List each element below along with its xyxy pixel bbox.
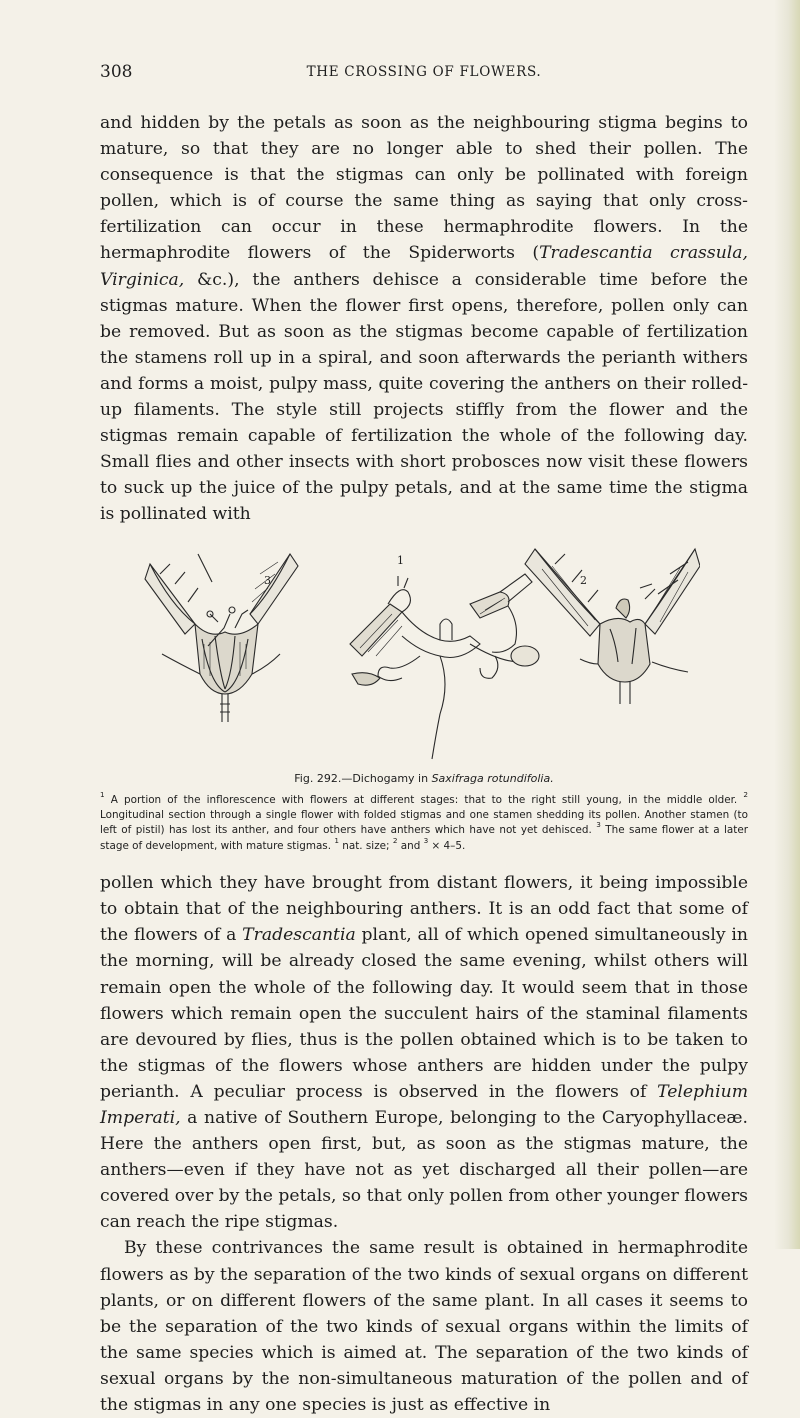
legend-sup-3: 3 [596,820,601,830]
paragraph-1 [100,110,748,528]
figure-label-2: 2 [580,573,587,587]
figure-legend [100,789,748,855]
running-head: THE CROSSING OF FLOWERS. [306,64,542,80]
legend-sup-6: 3 [423,835,429,845]
page-header [100,60,748,88]
legend-text-2: Longitudinal section through a single flower with folded stigmas and one stamen shedding its pollen. Another stamen (to left of pistil) has lost its anther, and four others have anthers which have not yet dehisced. [100,808,748,837]
paragraph-1-text-a: and hidden by the petals as soon as the neighbouring stigma begins to mature, so that they are no longer able to shed their pollen. The consequence is that the stigmas can only be pollinated with foreign pollen, which is of course the same thing as saying that only cross-fertilization can occur in these hermaphrodite flowers. In the hermaphrodite flowers of the Spiderworts ( [100,113,748,264]
legend-sup-2: 2 [743,789,748,799]
flower-2-drawing [525,549,700,704]
legend-sup-5: 2 [392,835,398,845]
figure-label-3: 3 [264,573,271,587]
legend-text-5: and [397,839,424,852]
paragraph-2-text-b: plant, all of which opened simultaneously in the morning, will be already closed the same evening, whilst others will remain open the whole of the following day. It would seem that in those flowers which remain open the succulent hairs of the staminal filaments are devoured by flies, thus is the pollen obtained which is to be taken to the stigmas of the flowers whose anthers are hidden under the pulpy perianth. A peculiar process is observed in the flowers of [100,925,748,1102]
legend-text-1: A portion of the inflorescence with flowers at different stages: that to the right still young, in the middle older. [104,793,744,806]
paragraph-2-text-a: pollen which they have brought from distant flowers, it being impossible to obtain that of the neighbouring anthers. It is an odd fact that some of the flowers of a [100,873,748,946]
inflorescence-1-drawing [350,574,539,759]
paragraph-2 [100,870,748,1235]
paragraph-1-italic: Tradescantia crassula, Virginica, [100,243,748,290]
legend-sup-4: 1 [334,835,339,845]
legend-text-3: The same flower at a later stage of development, with mature stigmas. [100,824,748,852]
page-edge-shadow [774,0,800,1249]
paragraph-2-italic-b: Telephium Imperati, [100,1081,748,1128]
legend-sup-1: 1 [100,789,105,799]
paragraph-2-text-c: a native of Southern Europe, belonging to the Caryophyllaceæ. Here the anthers open first, but, as soon as the stigmas mature, the anthers—even if they have not as yet discharged all their pollen—are covered over by the petals, so that only pollen from other younger flowers can reach the ripe stigmas. [100,1107,748,1233]
figure-legend-text [100,789,748,855]
figure-caption-species: Saxifraga rotundifolia. [431,771,554,785]
paragraph-3: By these contrivances the same result is obtained in hermaphrodite flowers as by the separation of the two kinds of sexual organs on different plants, or on different flowers of the same plant. In all cases it seems to be the separation of the two kinds of sexual organs within the limits of the same species which is aimed at. The separation of the two kinds of sexual organs by the non-simultaneous maturation of the pollen and of the stigmas in any one species is just as effective in [100,1238,748,1415]
paragraph-1-text-b: &c.), the anthers dehisce a considerable time before the stigmas mature. When the flower first opens, therefore, pollen only can be removed. But as soon as the stigmas become capable of fertilization the stamens roll up in a spiral, and soon afterwards the perianth withers and forms a moist, pulpy mass, quite covering the anthers on their rolled-up filaments. The style still projects stiffly from the flower and the stigmas remain capable of fertilization the whole of the following day. Small flies and other insects with short probosces now visit these flowers to suck up the juice of the pulpy petals, and at the same time the stigma is pollinated with [100,269,748,525]
legend-text-4: nat. size; [338,839,393,852]
legend-text-6: × 4–5. [428,839,466,852]
paragraph-2-italic-a: Tradescantia [242,925,356,946]
figure-caption [100,772,748,785]
saxifraga-illustration [140,544,700,770]
body-text-top [100,110,748,528]
book-page [100,60,748,1418]
figure-label-1: 1 [397,553,404,567]
flower-3-drawing [145,554,298,722]
figure-caption-prefix: Fig. 292.—Dichogamy in [294,771,432,785]
page-number: 308 [100,62,133,82]
figure-292 [100,544,748,770]
body-text-bottom [100,870,748,1418]
